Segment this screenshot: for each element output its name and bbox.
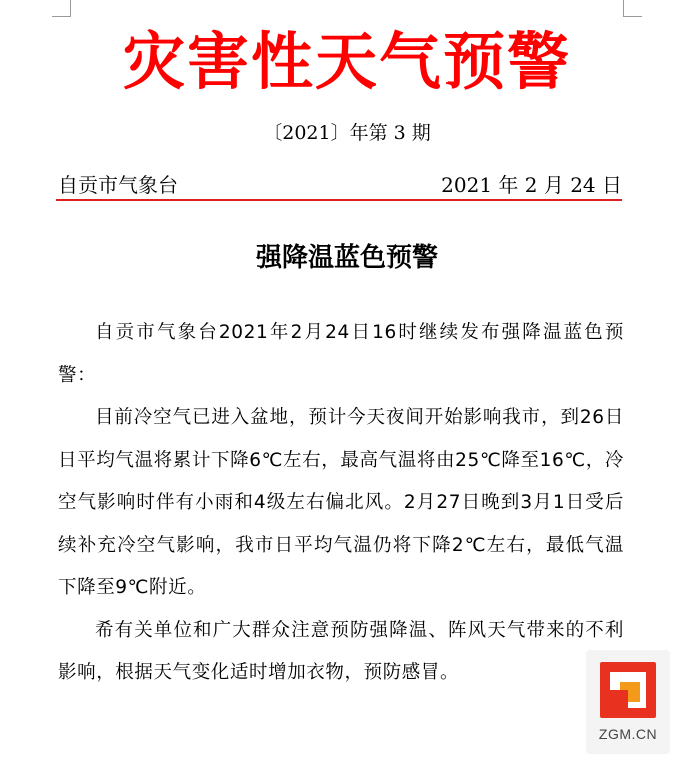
document-header-title: 灾害性天气预警 bbox=[122, 25, 571, 98]
warning-title: 强降温蓝色预警 bbox=[255, 243, 438, 273]
body-paragraph-3: 希有关单位和广大群众注意预防强降温、阵风天气带来的不利影响，根据天气变化适时增加衣物，预防感冒。 bbox=[58, 619, 624, 683]
page-corner-mark-left bbox=[52, 0, 71, 17]
body-paragraph-1: 自贡市气象台2021年2月24日16时继续发布强降温蓝色预警： bbox=[58, 322, 624, 386]
header-divider bbox=[56, 199, 622, 201]
warning-body bbox=[58, 312, 624, 695]
zgm-logo-icon bbox=[600, 662, 656, 718]
zgm-watermark-logo bbox=[586, 650, 670, 754]
issuer-name: 自贡市气象台 bbox=[58, 173, 178, 197]
issue-date: 2021 年 2 月 24 日 bbox=[441, 173, 622, 197]
issue-number: 〔2021〕年第 3 期 bbox=[263, 122, 431, 144]
page-corner-mark-right bbox=[623, 0, 642, 17]
zgm-logo-text: ZGM.CN bbox=[598, 726, 658, 742]
body-paragraph-2: 目前冷空气已进入盆地，预计今天夜间开始影响我市，到26日日平均气温将累计下降6℃左右，最高气温将由25℃降至16℃，冷空气影响时伴有小雨和4级左右偏北风。2月27日晚到3月1日受后续补充冷空气影响，我市日平均气温仍将下降2℃左右，最低气温下降至9℃附近。 bbox=[58, 407, 624, 598]
